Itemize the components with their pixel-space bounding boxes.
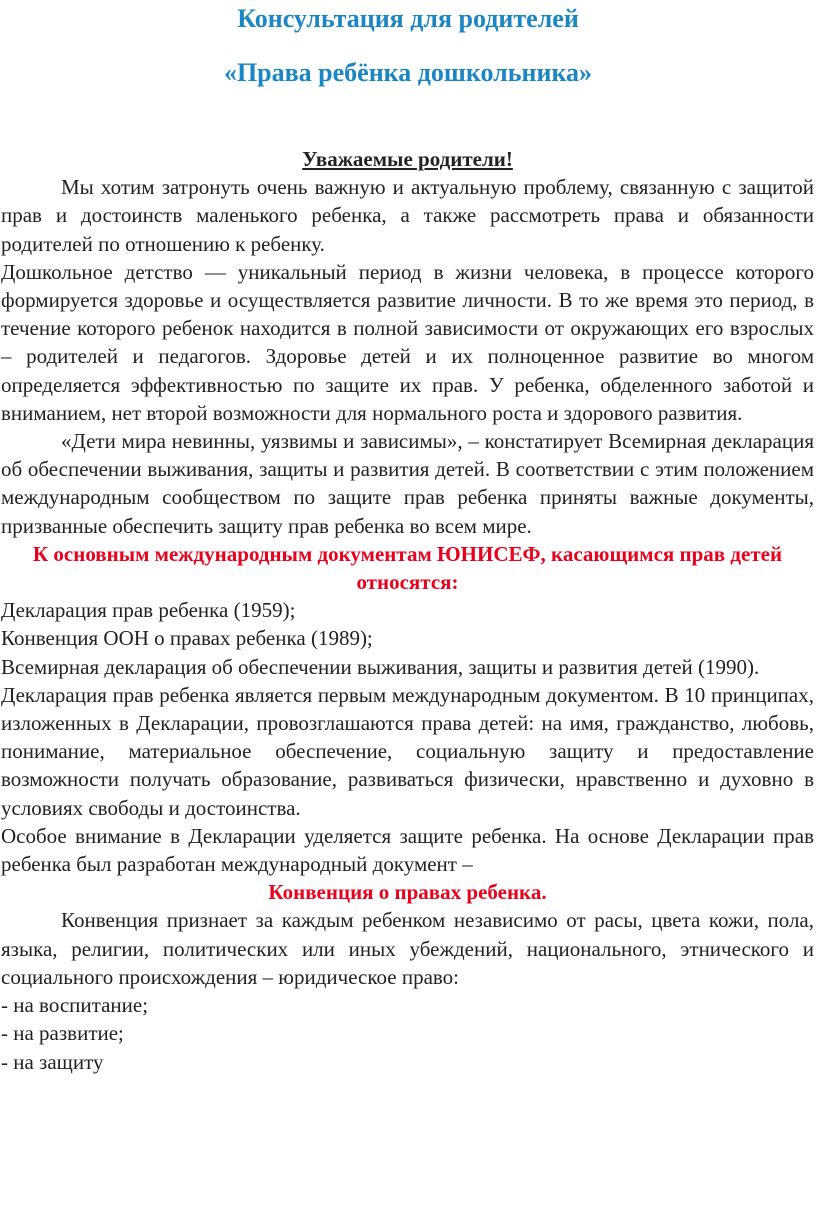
paragraph-preschool: Дошкольное детство — уникальный период в жизни человека, в процессе которого формируется здоровье и осуществляется развитие личности. В то же время это период, в течение которого ребенок находится в полной зависимости от окружающих его взрослых – родителей и педагогов. Здоровье детей и их полноценное развитие во многом определяется эффективностью по защите их прав. У ребенка, обделенного заботой и вниманием, нет второй возможности для нормального роста и здорового развития. — [1, 259, 814, 425]
paragraph-declaration: Декларация прав ребенка является первым международным документом. В 10 принципах, изложенных в Декларации, провозглашаются права детей: на имя, гражданство, любовь, понимание, материальное обеспечение, социальную защиту и предоставление возможности получать образование, развиваться физически, нравственно и духовно в условиях свободы и достоинства. — [1, 682, 814, 820]
list-item: Всемирная декларация об обеспечении выживания, защиты и развития детей (1990). — [1, 654, 760, 679]
paragraph-convention: Конвенция признает за каждым ребенком независимо от расы, цвета кожи, пола, языка, религии, политических или иных убеждений, национального, этнического и социального происхождения – юридическое право: — [1, 908, 814, 989]
documents-heading: К основным международным документам ЮНИСЕФ, касающимся прав детей относятся: — [32, 541, 783, 595]
convention-heading: Конвенция о правах ребенка. — [268, 880, 547, 905]
title-line-1: Консультация для родителей — [237, 4, 579, 33]
list-item: - на воспитание; — [1, 993, 149, 1018]
document-body — [1, 145, 814, 1076]
paragraph-declaration-quote: «Дети мира невинны, уязвимы и зависимы», – констатирует Всемирная декларация об обеспечении выживания, защиты и развития детей. В соответствии с этим положением международным сообществом по защите прав ребенка приняты важные документы, призванные обеспечить защиту прав ребенка во всем мире. — [1, 429, 814, 538]
title-line-2: «Права ребёнка дошкольника» — [223, 58, 593, 87]
list-item: - на развитие; — [1, 1021, 124, 1046]
paragraph-special-attention: Особое внимание в Декларации уделяется защите ребенка. На основе Декларации прав ребенка был разработан международный документ – — [1, 823, 814, 877]
list-item: - на защиту — [1, 1049, 104, 1074]
paragraph-intro: Мы хотим затронуть очень важную и актуальную проблему, связанную с защитой прав и достоинств маленького ребенка, а также рассмотреть права и обязанности родителей по отношению к ребенку. — [1, 175, 814, 256]
list-item: Декларация прав ребенка (1959); — [1, 598, 296, 623]
list-item: Конвенция ООН о правах ребенка (1989); — [1, 626, 373, 651]
greeting: Уважаемые родители! — [302, 147, 513, 171]
